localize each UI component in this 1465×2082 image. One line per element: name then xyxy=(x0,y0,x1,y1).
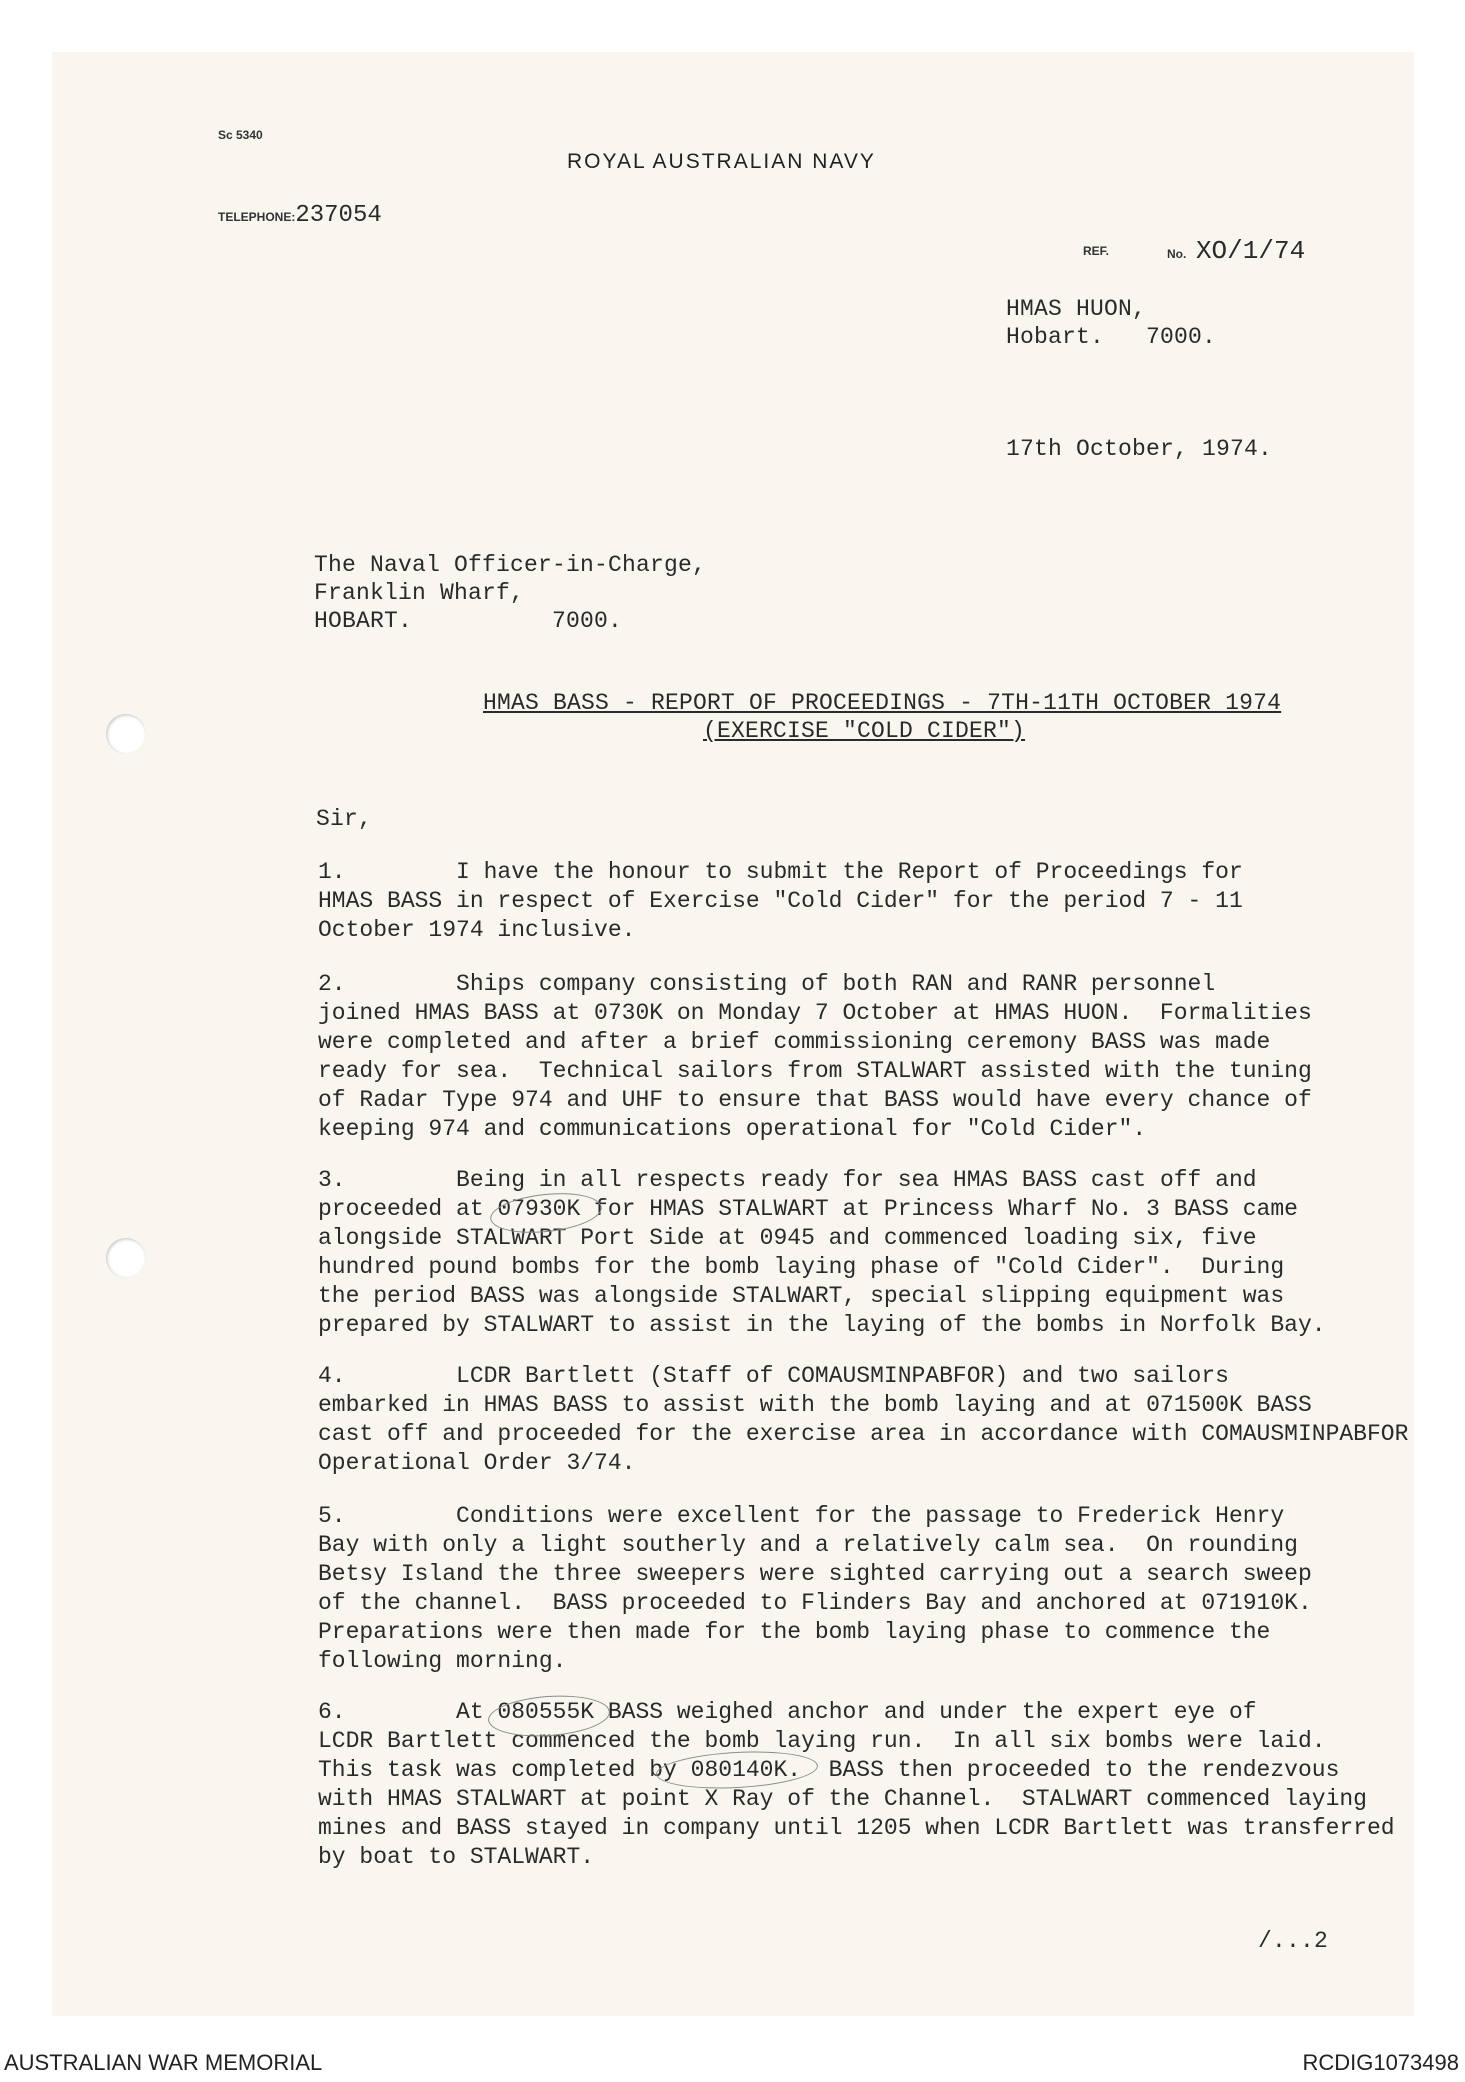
paragraph-line: keeping 974 and communications operational for "Cold Cider". xyxy=(318,1116,1147,1142)
paragraph-number: 2. xyxy=(318,971,346,997)
paragraph-line: with HMAS STALWART at point X Ray of the Channel. STALWART commenced laying xyxy=(318,1786,1367,1812)
salutation: Sir, xyxy=(316,806,373,832)
paragraph-number: 6. xyxy=(318,1699,346,1725)
no-label: No. xyxy=(1167,247,1187,261)
sender-address-line-2: Hobart. 7000. xyxy=(1006,324,1217,350)
paragraph-line: hundred pound bombs for the bomb laying phase of "Cold Cider". During xyxy=(318,1254,1285,1280)
paragraph-line: mines and BASS stayed in company until 1205 when LCDR Bartlett was transferred xyxy=(318,1815,1395,1841)
paragraph-3 xyxy=(318,1166,1418,1340)
paragraph-3-first-line xyxy=(318,1166,1418,1195)
footer-archive-name: AUSTRALIAN WAR MEMORIAL xyxy=(4,2050,323,2075)
paragraph-2 xyxy=(318,970,1418,1144)
telephone-number: 237054 xyxy=(295,202,382,229)
paragraph-line: October 1974 inclusive. xyxy=(318,917,636,943)
paragraph-2-first-line xyxy=(318,970,1418,999)
punch-hole-upper xyxy=(106,714,146,754)
paragraph-4 xyxy=(318,1362,1418,1478)
paragraph-5-first-line xyxy=(318,1502,1418,1531)
paragraph-5 xyxy=(318,1502,1418,1676)
punch-hole-lower xyxy=(106,1238,146,1278)
ref-number-line xyxy=(1167,236,1305,266)
paragraph-4-first-line xyxy=(318,1362,1418,1391)
telephone-line xyxy=(218,202,382,229)
paragraph-line: alongside STALWART Port Side at 0945 and commenced loading six, five xyxy=(318,1225,1257,1251)
letter-date: 17th October, 1974. xyxy=(1006,436,1273,462)
paragraph-line: ready for sea. Technical sailors from STALWART assisted with the tuning xyxy=(318,1058,1312,1084)
paragraph-line: HMAS BASS in respect of Exercise "Cold Cider" for the period 7 - 11 xyxy=(318,888,1243,914)
paragraph-line: Betsy Island the three sweepers were sighted carrying out a search sweep xyxy=(318,1561,1312,1587)
paragraph-line: cast off and proceeded for the exercise area in accordance with COMAUSMINPABFOR xyxy=(318,1421,1409,1447)
recipient-address-line-3: HOBART. 7000. xyxy=(314,608,623,634)
paragraph-line: Operational Order 3/74. xyxy=(318,1450,636,1476)
paragraph-line: by boat to STALWART. xyxy=(318,1844,595,1870)
organisation-heading: ROYAL AUSTRALIAN NAVY xyxy=(567,150,876,173)
page-continuation: /...2 xyxy=(1258,1928,1329,1954)
paragraph-text: Being in all respects ready for sea HMAS BASS cast off and xyxy=(345,1167,1257,1193)
paragraph-line: This task was completed by 080140K. BASS then proceeded to the rendezvous xyxy=(318,1757,1340,1783)
paragraph-line: proceeded at 07930K for HMAS STALWART at Princess Wharf No. 3 BASS came xyxy=(318,1196,1298,1222)
paragraph-line: of Radar Type 974 and UHF to ensure that BASS would have every chance of xyxy=(318,1087,1312,1113)
paragraph-line: were completed and after a brief commissioning ceremony BASS was made xyxy=(318,1029,1271,1055)
telephone-label: TELEPHONE: xyxy=(218,210,296,224)
paragraph-text: I have the honour to submit the Report of Proceedings for xyxy=(345,859,1243,885)
paragraph-line: the period BASS was alongside STALWART, special slipping equipment was xyxy=(318,1283,1285,1309)
paragraph-text: LCDR Bartlett (Staff of COMAUSMINPABFOR) and two sailors xyxy=(345,1363,1229,1389)
paragraph-number: 3. xyxy=(318,1167,346,1193)
paragraph-text: At 080555K BASS weighed anchor and under the expert eye of xyxy=(345,1699,1257,1725)
paragraph-1 xyxy=(318,858,1418,945)
ref-label: REF. xyxy=(1083,244,1110,258)
recipient-address-line-2: Franklin Wharf, xyxy=(314,580,525,606)
paragraph-text: Ships company consisting of both RAN and RANR personnel xyxy=(345,971,1216,997)
paragraph-line: joined HMAS BASS at 0730K on Monday 7 October at HMAS HUON. Formalities xyxy=(318,1000,1312,1026)
paragraph-6-first-line xyxy=(318,1698,1418,1727)
subject-line-2: (EXERCISE "COLD CIDER") xyxy=(703,718,1026,744)
paragraph-line: Preparations were then made for the bomb laying phase to commence the xyxy=(318,1619,1271,1645)
paragraph-line: embarked in HMAS BASS to assist with the bomb laying and at 071500K BASS xyxy=(318,1392,1312,1418)
paragraph-number: 5. xyxy=(318,1503,346,1529)
paragraph-line: prepared by STALWART to assist in the laying of the bombs in Norfolk Bay. xyxy=(318,1312,1326,1338)
paragraph-line: LCDR Bartlett commenced the bomb laying run. In all six bombs were laid. xyxy=(318,1728,1326,1754)
subject-line-1: HMAS BASS - REPORT OF PROCEEDINGS - 7TH-11TH OCTOBER 1974 xyxy=(483,690,1282,716)
paragraph-number: 4. xyxy=(318,1363,346,1389)
footer-record-id: RCDIG1073498 xyxy=(1302,2050,1459,2075)
paragraph-6 xyxy=(318,1698,1418,1872)
recipient-address-line-1: The Naval Officer-in-Charge, xyxy=(314,552,707,578)
sender-address-line-1: HMAS HUON, xyxy=(1006,296,1147,322)
paragraph-number: 1. xyxy=(318,859,346,885)
paragraph-1-first-line xyxy=(318,858,1418,887)
paragraph-line: Bay with only a light southerly and a relatively calm sea. On rounding xyxy=(318,1532,1298,1558)
paragraph-line: of the channel. BASS proceeded to Flinders Bay and anchored at 071910K. xyxy=(318,1590,1312,1616)
form-code: Sc 5340 xyxy=(218,128,263,142)
paragraph-line: following morning. xyxy=(318,1648,567,1674)
ref-number: XO/1/74 xyxy=(1195,236,1306,266)
paragraph-text: Conditions were excellent for the passage to Frederick Henry xyxy=(345,1503,1285,1529)
